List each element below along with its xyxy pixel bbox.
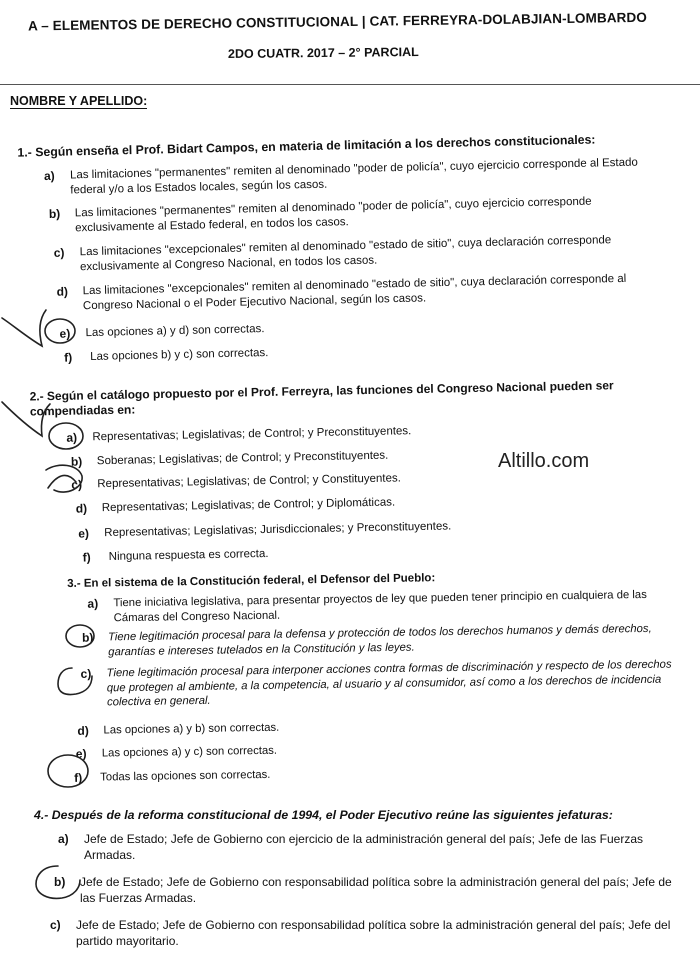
exam-header-subtitle: 2DO CUATR. 2017 – 2° PARCIAL <box>227 45 419 61</box>
watermark: Altillo.com <box>498 450 590 472</box>
option-text: Las limitaciones "permanentes" remiten al denominado "poder de policía", cuyo ejercicio corresponde al Estado federal y/o a los Estados locales, según los casos. <box>69 156 639 196</box>
question-2-text: 2.- Según el catálogo propuesto por el Prof. Ferreyra, las funciones del Congreso Nacional pueden ser compendiadas en: <box>29 378 614 419</box>
option-letter: c) <box>53 245 65 260</box>
option-text: Jefe de Estado; Jefe de Gobierno con ejercicio de la administración general del país; Jefe de las Fuerzas Armadas. <box>84 832 643 862</box>
option-text: Jefe de Estado; Jefe de Gobierno con responsabilidad política sobre la administración general del país; Jefe de las Fuerzas Armadas. <box>80 875 672 905</box>
option-text: Tiene iniciativa legislativa, para presentar proyectos de ley que pueden tener principio en cualquiera de las Cámaras del Congreso Nacional. <box>113 588 647 624</box>
option-letter: b) <box>54 875 66 889</box>
option-text: Tiene legitimación procesal para la defensa y protección de todos los derechos humanos y demás derechos, garantías e intereses tutelados en la Constitución y las leyes. <box>107 622 652 658</box>
option-letter: e) <box>75 746 87 761</box>
name-label: NOMBRE Y APELLIDO: <box>10 94 148 108</box>
option-text: Las limitaciones "excepcionales" remiten al denominado "estado de sitio", cuya declaración corresponde al Congreso Nacional o el Poder Ejecutivo Nacional, según los casos. <box>82 272 627 312</box>
option-text: Ninguna respuesta es correcta. <box>108 547 269 564</box>
option-letter: e) <box>59 326 71 341</box>
q4-option-b[interactable] <box>54 875 690 906</box>
q4-option-a[interactable] <box>58 832 690 863</box>
option-text: Las limitaciones "permanentes" remiten al denominado "poder de policía", cuyo ejercicio corresponde exclusivamente al Estado federal, en todos los casos. <box>74 195 592 234</box>
q4-option-c[interactable] <box>50 918 690 949</box>
question-4-text: 4.- Después de la reforma constitucional de 1994, el Poder Ejecutivo reúne las siguientes jefaturas: <box>34 808 613 822</box>
option-letter: e) <box>78 526 90 541</box>
option-letter: a) <box>66 430 78 445</box>
option-text: Las opciones a) y b) son correctas. <box>103 721 280 737</box>
option-letter: d) <box>56 284 69 299</box>
option-text: Las opciones a) y d) son correctas. <box>85 323 265 340</box>
option-letter: d) <box>77 723 89 738</box>
option-text: Representativas; Legislativas; Jurisdiccionales; y Preconstituyentes. <box>104 520 452 540</box>
option-text: Jefe de Estado; Jefe de Gobierno con responsabilidad política sobre la administración general del país; Jefe del partido mayoritario. <box>76 918 671 948</box>
option-letter: b) <box>48 206 61 221</box>
option-letter: c) <box>71 477 83 492</box>
option-letter: c) <box>80 666 92 681</box>
option-letter: c) <box>50 918 61 932</box>
option-letter: a) <box>43 168 55 184</box>
option-text: Las opciones b) y c) son correctas. <box>89 347 269 364</box>
question-1-text: 1.- Según enseña el Prof. Bidart Campos, en materia de limitación a los derechos constitucionales: <box>17 132 596 160</box>
option-letter: f) <box>63 350 73 365</box>
option-text: Todas las opciones son correctas. <box>100 768 271 784</box>
option-text: Las opciones a) y c) son correctas. <box>101 744 278 760</box>
exam-header-title: A – ELEMENTOS DE DERECHO CONSTITUCIONAL | CAT. FERREYRA-DOLABJIAN-LOMBARDO <box>27 9 648 34</box>
option-letter: a) <box>58 832 69 846</box>
option-text: Representativas; Legislativas; de Control; y Constituyentes. <box>97 472 402 491</box>
question-3-text: 3.- En el sistema de la Constitución federal, el Defensor del Pueblo: <box>67 572 436 591</box>
option-text: Representativas; Legislativas; de Control; y Diplomáticas. <box>101 496 396 515</box>
option-text: Soberanas; Legislativas; de Control; y Preconstituyentes. <box>96 449 389 468</box>
option-letter: d) <box>75 501 88 516</box>
option-text: Tiene legitimación procesal para interponer acciones contra formas de discriminación y respecto de los derechos que protegen al ambiente, a la competencia, al usuario y al consumidor, así como a los derechos de incidencia colectiva en general. <box>106 658 672 709</box>
option-letter: a) <box>87 596 99 611</box>
option-letter: f) <box>82 550 91 565</box>
option-letter: b) <box>70 454 83 469</box>
option-letter: f) <box>74 770 83 785</box>
option-text: Representativas; Legislativas; de Control; y Preconstituyentes. <box>92 425 412 444</box>
option-letter: b) <box>81 630 94 645</box>
option-text: Las limitaciones "excepcionales" remiten al denominado "estado de sitio", cuya declaración corresponde exclusivamente al Congreso Nacional, en todos los casos. <box>79 234 612 273</box>
